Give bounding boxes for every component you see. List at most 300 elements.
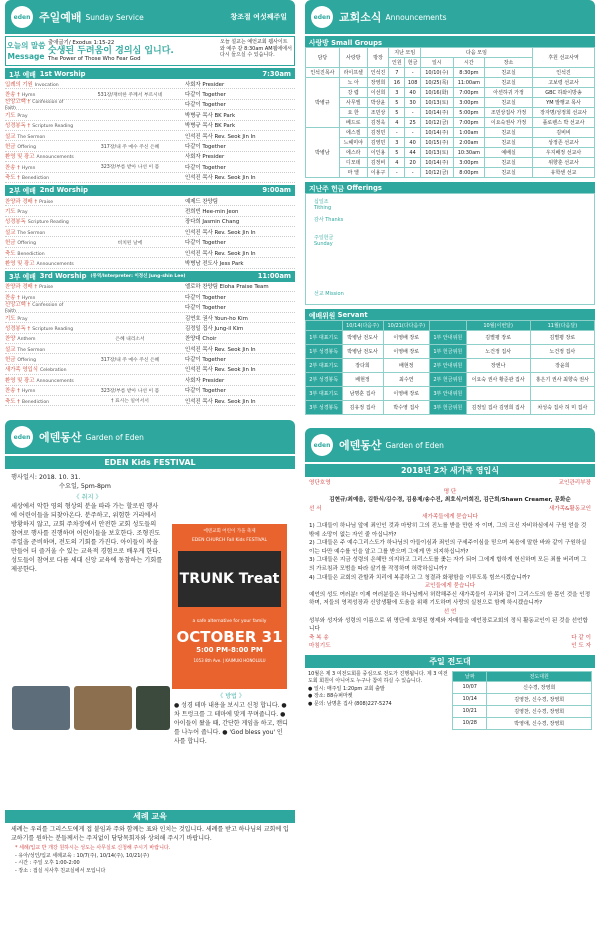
mission-cell: YM 발행교 목사	[532, 98, 594, 108]
garden-header-right	[305, 428, 595, 462]
new-family-names: 김현규/최예음, 김한식/김수경, 김용제/송수진, 최호식/이희진, 김근희/Shawn Creamer, 문화순	[329, 497, 571, 504]
order-item-ko: 기도	[5, 315, 16, 322]
order-row	[5, 227, 295, 237]
order-hymn: 323장/부름 받아 나선 이 몸	[100, 388, 160, 394]
group-cell: 조민상집사 가정	[485, 108, 533, 118]
group-cell: 2:00am	[453, 138, 485, 148]
liturgical-week: 창조절 여섯째주일	[230, 13, 287, 21]
order-item-en: Pray	[17, 316, 28, 322]
section-title: 주일예배	[39, 11, 82, 24]
order-row	[5, 100, 295, 110]
offerings-box	[305, 193, 595, 305]
blessing-song: 축 복 송	[309, 634, 329, 641]
order-item-en: Scripture Reading	[32, 124, 74, 130]
evang-cell: 김영찬, 신수경, 장영희	[487, 693, 592, 705]
group-cell: 4	[389, 158, 405, 168]
servant-cell: 2부 성경봉독	[306, 373, 343, 387]
order-item	[5, 376, 75, 384]
order-item-ko: 설교	[5, 229, 16, 236]
message-label: 오늘의 말씀 Message	[6, 41, 46, 61]
worship-bar	[5, 271, 295, 282]
order-person: 인석진 목사 Rev. Seok Jin In	[185, 367, 256, 374]
servant-cell: 2부 헌금위원	[430, 373, 467, 387]
group-cell: 10/14(주)	[421, 108, 454, 118]
order-person: 다같이 Together	[185, 388, 226, 395]
servant-row	[306, 373, 595, 387]
order-item-ko: 설교	[5, 133, 16, 140]
group-cell: 10/14(주)	[421, 158, 454, 168]
order-row	[5, 282, 295, 292]
order-row	[5, 344, 295, 354]
purpose-heading: 《 취지 》	[73, 494, 102, 502]
poster-name: EDEN CHURCH Fall Kids FESTIVAL	[191, 538, 268, 543]
order-item-ko: 축도 †	[5, 175, 20, 182]
group-cell: -	[405, 108, 421, 118]
col-head	[430, 321, 467, 331]
group-cell: 20	[405, 158, 421, 168]
servant-cell: 홍은기 권사 최향숙 권사	[530, 373, 594, 387]
questions-heading: 새가족들에게 묻습니다	[422, 514, 478, 521]
order-person: 인석진 목사 Rev. Seok Jin In	[185, 346, 256, 353]
worship-bar	[5, 68, 295, 79]
question-3: 3) 그대들은 지금 성령의 은혜만 의지하고 그리스도를 좇는 자가 되어 그에게 합하게 헌신하며 모든 죄를 버리며 그의 가르침과 모범을 따라 살기를 작정하며 허락하십니까?	[309, 557, 587, 572]
order-item-en: The Sermon	[17, 347, 46, 353]
order-row	[5, 173, 295, 183]
order-item-ko: 환영 및 광고	[5, 154, 35, 161]
order-item	[5, 314, 75, 322]
kids-festival-title: EDEN Kids FESTIVAL	[5, 456, 295, 469]
group-cell: 사무엘	[339, 98, 367, 108]
evang-row	[453, 681, 592, 693]
servant-cell: 1부 안내위원	[430, 331, 467, 345]
evang-line1: 10월은 제 3 여전도회를 중심으로 전도가 진행됩니다. 제 3 여전도회 회원이 아니어도 누구나 참여 하실 수 있습니다.	[308, 670, 448, 685]
servant-cell: 1부 헌금위원	[430, 345, 467, 359]
group-cell: 친교실	[485, 168, 533, 178]
servant-cell: 남명훈 집사	[342, 387, 383, 401]
order-item-ko: 헌금	[5, 357, 16, 364]
group-cell: 친교실	[485, 78, 533, 88]
group-cell: 10/25(목)	[421, 78, 454, 88]
order-item-en: Hymn	[21, 295, 36, 301]
mission-cell: GBC 하와이방송	[532, 88, 594, 98]
servant-row	[306, 359, 595, 373]
evang-line2: ● 일시: 매주일 1:20pm 교회 출발	[308, 685, 385, 692]
order-item	[5, 300, 75, 314]
order-person: 다같이 Together	[185, 305, 226, 312]
servant-title-en: Servant	[337, 310, 368, 319]
order-person: 다같이 Together	[185, 102, 226, 109]
order-item-ko: 헌금	[5, 144, 16, 151]
group-cell: 5	[389, 148, 405, 158]
order-item	[5, 334, 75, 342]
group-cell: 디모데	[339, 158, 367, 168]
order-row	[5, 375, 295, 385]
evang-cell: 10/28	[453, 717, 487, 729]
method-heading: 《 방법 》	[217, 693, 245, 700]
order-person: 인석진 목사 Rev. Seok Jin In	[185, 229, 256, 236]
order-item-en: Benediction	[17, 251, 45, 257]
pledge-right: 새가족&활동교인	[548, 505, 591, 512]
sermon-note: 오늘 설교는 예언교회 웹사이트와 예주 같 8:30am AM웹에에서 다시 들으실 수 있습니다.	[220, 39, 292, 58]
group-cell: 40	[405, 88, 421, 98]
order-person: 인석진 목사 Rev. Seok Jin In	[185, 398, 256, 405]
scripture-ref: 출애굽기/ Exodus 1:15-22	[48, 40, 115, 46]
order-row	[5, 258, 295, 268]
servant-cell: 1부 성경봉독	[306, 345, 343, 359]
message-body	[46, 37, 218, 65]
evangelism-title: 주일 전도대	[305, 655, 595, 668]
order-person: 박병남 전도사 Jess Park	[185, 260, 244, 267]
group-cell: 8:00pm	[453, 168, 485, 178]
evang-line4: ● 문의: 남명훈 집사 (808)227-5274	[308, 700, 392, 707]
garden-header-left	[5, 420, 295, 454]
group-leader: 박병남	[306, 128, 340, 178]
right-column	[305, 0, 595, 733]
order-item-ko: 찬송 †	[5, 164, 20, 171]
order-item-en: Celebration	[39, 368, 67, 374]
order-row	[5, 141, 295, 151]
mission-cell: 위향훈 선교사	[532, 158, 594, 168]
order-item-ko: 성경봉독	[5, 219, 26, 226]
order-person: 다같이 Together	[185, 164, 226, 171]
servant-cell	[466, 387, 530, 401]
order-row	[5, 121, 295, 131]
servant-cell: 노건정 집사	[530, 345, 594, 359]
group-cell: 5:00pm	[453, 108, 485, 118]
order-person: 예제드 찬양팀	[185, 198, 218, 205]
order-item-ko: 신앙고백 †	[5, 99, 31, 106]
tithing-label: 십일조 Tithing	[314, 199, 332, 211]
event-time: 수요일, 5pm-8pm	[59, 483, 111, 491]
servant-cell: 3부 헌금위원	[430, 401, 467, 415]
order-item-ko: 환영 및 광고	[5, 260, 35, 267]
order-person: 사회자 Presider	[185, 377, 225, 384]
order-row	[5, 302, 295, 315]
order-item-ko: 찬양	[5, 336, 16, 343]
mission-label: 선교 Mission	[314, 291, 344, 297]
order-item-en: Announcements	[36, 261, 74, 267]
order-item-ko: 설교	[5, 346, 16, 353]
group-cell: -	[405, 128, 421, 138]
order-item	[5, 282, 75, 290]
order-row	[5, 152, 295, 162]
order-row	[5, 386, 295, 396]
order-item-en: Benediction	[21, 399, 50, 405]
worship-bar	[5, 185, 295, 196]
servant-cell: 3부 안내위원	[430, 387, 467, 401]
order-item-en: Confession of Faith	[5, 303, 64, 315]
order-item-en: Pray	[17, 209, 28, 215]
group-cell: 인석진	[367, 68, 389, 78]
group-cell: 5	[389, 98, 405, 108]
eden-logo-icon: eden	[11, 426, 33, 448]
col-head: 담당	[306, 48, 340, 68]
order-item-ko: 환영 및 광고	[5, 377, 35, 384]
order-item	[5, 163, 75, 171]
order-row	[5, 162, 295, 172]
order-item-en: The Sermon	[17, 134, 46, 140]
servant-cell: 이영배 장로	[383, 331, 430, 345]
mission-cell: 우지배정 선교사	[532, 148, 594, 158]
evangelism-table	[452, 671, 592, 730]
trunk-photo-3	[136, 686, 170, 730]
worship-label: 3부 예배	[9, 273, 36, 282]
order-item-en: Scripture Reading	[32, 326, 74, 332]
evangelism-body	[305, 668, 595, 733]
names-heading: 명 단	[443, 488, 457, 495]
order-person: 김정일 집사 Jung-il Kim	[185, 325, 244, 332]
section-title: 에덴동산	[39, 431, 82, 445]
order-item	[5, 259, 75, 267]
order-item-ko: 새가족 영입식	[5, 367, 38, 374]
baptism-place: - 장소 : 접실 식사후 친교실에서 모입니다	[15, 867, 106, 874]
group-cell: 10/12(금)	[421, 118, 454, 128]
order-item	[5, 111, 75, 119]
order-hymn: 323장/부름 받아 나선 이 몸	[100, 165, 160, 171]
poster-date: OCTOBER 31	[176, 628, 283, 646]
servant-table	[305, 320, 595, 415]
congregation-question: 예언의 성도 여러분! 이제 여러분들은 하나님께서 허락해주신 새가족들이 우리와 같이 그리스도의 한 몸인 것을 인정하며, 저들의 영적성장과 신앙생활에 도움을 위해 기도하며 사랑의 실천으로 함께 하시겠습니까?	[309, 591, 591, 607]
group-leader: 인석진목사	[306, 68, 340, 78]
offerings-title: 지난주 헌금	[309, 184, 345, 193]
col-head: 10/14(다음주)	[342, 321, 383, 331]
order-item-ko: 기도	[5, 112, 16, 119]
col-head: 지난 모임	[389, 48, 421, 58]
poster-top: 에덴교회 어린이 가을 축제	[203, 529, 256, 534]
order-person: 장다희 Jasmin Chang	[185, 219, 240, 226]
col-head: 10/21(다다음주)	[383, 321, 430, 331]
col-head: 11월(다음달)	[530, 321, 594, 331]
worship-label: 1부 예배	[9, 70, 36, 79]
declaration-heading: 선 언	[443, 608, 457, 615]
servant-cell: 3부 성경봉독	[306, 401, 343, 415]
sunday-offering-label: 주일헌금 Sunday	[314, 235, 334, 247]
group-cell: 10/13(토)	[421, 148, 454, 158]
order-person: 박병규 목사 BK Park	[185, 123, 236, 130]
servant-row	[306, 387, 595, 401]
offerings-bar	[305, 182, 595, 193]
eden-logo-icon: eden	[311, 6, 333, 28]
order-item	[5, 397, 75, 405]
servant-cell: 배현정	[383, 359, 430, 373]
col-head	[306, 321, 343, 331]
question-1: 1) 그대들이 하나님 앞에 죄인인 것과 마땅히 그의 진노를 받을 만한 자 이며, 그의 크신 자비하심에서 구원 얻을 것 밖에 소망이 없는 자인 줄 아십니까?	[309, 522, 587, 538]
servant-cell: 이영배 장로	[383, 345, 430, 359]
group-cell: 친교실	[485, 128, 533, 138]
order-item-en: Announcements	[36, 378, 74, 384]
order-row	[5, 206, 295, 216]
order-item-ko: 찬양과 경배 †	[5, 284, 38, 291]
interpreter: (통역/Interpreter: 이정신 Jung-shin Lee)	[90, 274, 186, 280]
order-item-ko: 입례의 기원	[5, 81, 33, 88]
group-row	[306, 148, 595, 158]
group-leader: 박병규	[306, 78, 340, 128]
group-cell: 김정비	[367, 158, 389, 168]
group-cell: 40	[405, 138, 421, 148]
group-row	[306, 78, 595, 88]
evang-cell: 10/14	[453, 693, 487, 705]
trunk-photo-1	[12, 686, 70, 730]
order-item	[5, 228, 75, 236]
group-cell: 44	[405, 148, 421, 158]
section-title-en: Sunday Service	[85, 12, 144, 22]
order-item	[5, 238, 75, 246]
poster-tagline: a safe alternative for your family	[192, 619, 267, 624]
order-row	[5, 365, 295, 375]
order-hymn: † 표시는 일어서서	[111, 399, 149, 405]
mission-cell: 장자명/성정희 선교사	[532, 108, 594, 118]
congregation-heading: 교인들에게 묻습니다	[424, 583, 476, 590]
trunk-photo-2	[74, 686, 132, 730]
order-item	[5, 80, 75, 88]
baptism-title: 세례 교육	[5, 810, 295, 823]
order-item-en: Hymn	[21, 165, 36, 171]
group-cell: 1:00am	[453, 128, 485, 138]
group-cell: 이요숙권사 가정	[485, 118, 533, 128]
purpose-text: 세상에서 악한 영의 형상의 분을 따라 가는 할로윈 행사에 어린이들을 되찾아온다. 분주하고, 위험한 거리에서 방황하지 않고, 교회 주차장에서 안전한 교회 성도들의 참여로 행사를 진행하며 어린이들을 보호한다. 조형진도주일을 준비하며, 전도의 기회를 가진다. 아이들이 복을 만들어 더 즐거울 수 있는 교육적 경험으로 배우게 한다. 성도들이 참여로 다름 세대 신앙 교육에 동참하는 기회를 제공한다.	[11, 503, 163, 574]
servant-cell: 1부 대표기도	[306, 331, 343, 345]
section-title: 에덴동산	[339, 439, 382, 452]
group-cell: 7	[389, 68, 405, 78]
baptism-dates: - 유아/성인/입교 세례교육 : 10/7(주), 10/14(주), 10/21(주)	[15, 852, 150, 859]
group-cell: -	[389, 128, 405, 138]
order-item	[5, 386, 75, 394]
order-hymn: 317장/내 주 예수 주신 은혜	[100, 144, 160, 150]
order-person: 다같이 Together	[185, 144, 226, 151]
evang-cell: 박영애, 신수경, 장영희	[487, 717, 592, 729]
group-cell: 친교실	[485, 138, 533, 148]
order-person: 찬양대 Choir	[185, 336, 217, 343]
servant-cell: 김정일 집사 김영희 집사	[466, 401, 530, 415]
new-family-title: 2018년 2차 새가족 영입식	[305, 464, 595, 477]
order-row	[5, 334, 295, 344]
order-person: 인석진 목사 Rev. Seok Jin In	[185, 250, 256, 257]
mission-cell: 유학센 선교	[532, 168, 594, 178]
order-person: 사회자 Presider	[185, 81, 225, 88]
col-head: 전도대원	[487, 671, 592, 681]
order-person: 다같이 Together	[185, 294, 226, 301]
poster-headline: TRUNK Treat	[178, 551, 281, 607]
message-box	[5, 36, 295, 66]
worship-time: 7:30am	[262, 69, 291, 78]
declaration-text: 성부와 성자와 성령의 이름으로 위 명단에 호명된 형제와 자매들을 예언장로교회의 정식 활동교인이 된 것을 선언합니다	[309, 617, 588, 633]
method-box	[174, 692, 288, 746]
servant-cell: 노건정 집사	[466, 345, 530, 359]
group-cell: 7:00pm	[453, 118, 485, 128]
group-cell: 마 엘	[339, 168, 367, 178]
order-item-ko: 찬송 †	[5, 388, 20, 395]
order-person: 김연호 권사 Youn-ho Kim	[185, 315, 248, 322]
mission-cell: 인석진	[532, 68, 594, 78]
servant-cell: 이요숙 권사 황준관 집사	[466, 373, 530, 387]
thanks-label: 감사 Thanks	[314, 217, 344, 223]
worship-label-en: 2nd Worship	[39, 186, 88, 195]
servant-head	[306, 321, 595, 331]
order-item-en: Hymn	[21, 93, 36, 99]
group-cell: 10/10(수)	[421, 68, 454, 78]
col-head: 헌금	[405, 58, 421, 68]
col-head: 날짜	[453, 671, 487, 681]
order-person: 다같이 Together	[185, 92, 226, 99]
new-family-l1: 영단호영	[309, 480, 331, 486]
group-row	[306, 168, 595, 178]
section-title-en: Garden of Eden	[385, 440, 444, 450]
eden-logo-icon: eden	[311, 434, 333, 456]
pledge-heading: 선 서	[309, 505, 322, 512]
sunday-service-header	[5, 0, 295, 34]
order-row	[5, 248, 295, 258]
col-head: 일시	[421, 58, 454, 68]
baptism-details	[5, 845, 295, 875]
order-row	[5, 79, 295, 89]
evangelism-text	[308, 671, 448, 730]
group-row	[306, 88, 595, 98]
left-column	[5, 0, 295, 578]
group-cell: 친교실	[485, 98, 533, 108]
servant-cell: 김별평 장로	[530, 331, 594, 345]
mission-cell: 김비비	[532, 128, 594, 138]
group-cell: 이인용	[367, 148, 389, 158]
baptism-note: * 세례/입교 반 개강 원하시는 성도는 사무실로 신청해 주시기 바랍니다.	[15, 845, 171, 851]
servant-cell: 장다희	[342, 359, 383, 373]
worship-orders	[5, 68, 295, 406]
group-cell: 10/13(토)	[421, 98, 454, 108]
order-item	[5, 324, 75, 332]
col-head: 방장	[367, 48, 389, 68]
group-row	[306, 108, 595, 118]
col-head: 후원 선교사역	[532, 48, 594, 68]
order-hymn: 317장/내 주 예수 주신 은혜	[100, 357, 160, 363]
col-head: 시간	[453, 58, 485, 68]
closing-prayer: 마침기도	[309, 643, 331, 650]
group-cell: 박상윤	[367, 98, 389, 108]
group-cell: 10/15(주)	[421, 138, 454, 148]
order-item-en: Offering	[17, 241, 37, 247]
order-item-ko: 찬송 †	[5, 294, 20, 301]
mission-cell: 고보령 선교사	[532, 78, 594, 88]
order-item-en: Announcements	[36, 155, 74, 161]
group-cell: 친교실	[485, 68, 533, 78]
blessing-right: 다 같 이	[571, 634, 591, 641]
order-item-ko: 기도	[5, 208, 16, 215]
servant-cell: 2부 대표기도	[306, 359, 343, 373]
order-item-ko: 성경봉독 †	[5, 123, 31, 130]
evang-row	[453, 693, 592, 705]
new-family-body	[305, 477, 595, 653]
question-2: 2) 그대들은 주 예수그리스도가 하나님의 아들이심과 죄인의 구세주이심을 믿으며 복음에 말한 바와 같이 구원하실 이는 다만 예수를 인을 알고 그를 받으며 그에게 만 의지하십니까?	[309, 540, 587, 555]
order-item-ko: 축도	[5, 250, 16, 257]
group-cell: 김영민	[367, 138, 389, 148]
order-item-en: Invocation	[34, 82, 59, 88]
order-item	[5, 355, 75, 363]
order-item-en: Benediction	[21, 176, 50, 182]
group-cell: 이선희	[367, 88, 389, 98]
order-item	[5, 365, 75, 373]
mission-cell: 플로렌스 박 선교사	[532, 118, 594, 128]
group-row	[306, 138, 595, 148]
order-item-en: Pray	[17, 113, 28, 119]
group-row	[306, 128, 595, 138]
order-item-en: Anthem	[17, 337, 36, 343]
poster-time: 5:00 PM-8:00 PM	[196, 646, 263, 654]
evang-row	[453, 717, 592, 729]
order-row	[5, 196, 295, 206]
col-head: 10월(이번달)	[466, 321, 530, 331]
servant-bar	[305, 309, 595, 320]
order-person: 박병규 목사 BK Park	[185, 112, 236, 119]
order-item	[5, 207, 75, 215]
group-cell: 3:00pm	[453, 158, 485, 168]
